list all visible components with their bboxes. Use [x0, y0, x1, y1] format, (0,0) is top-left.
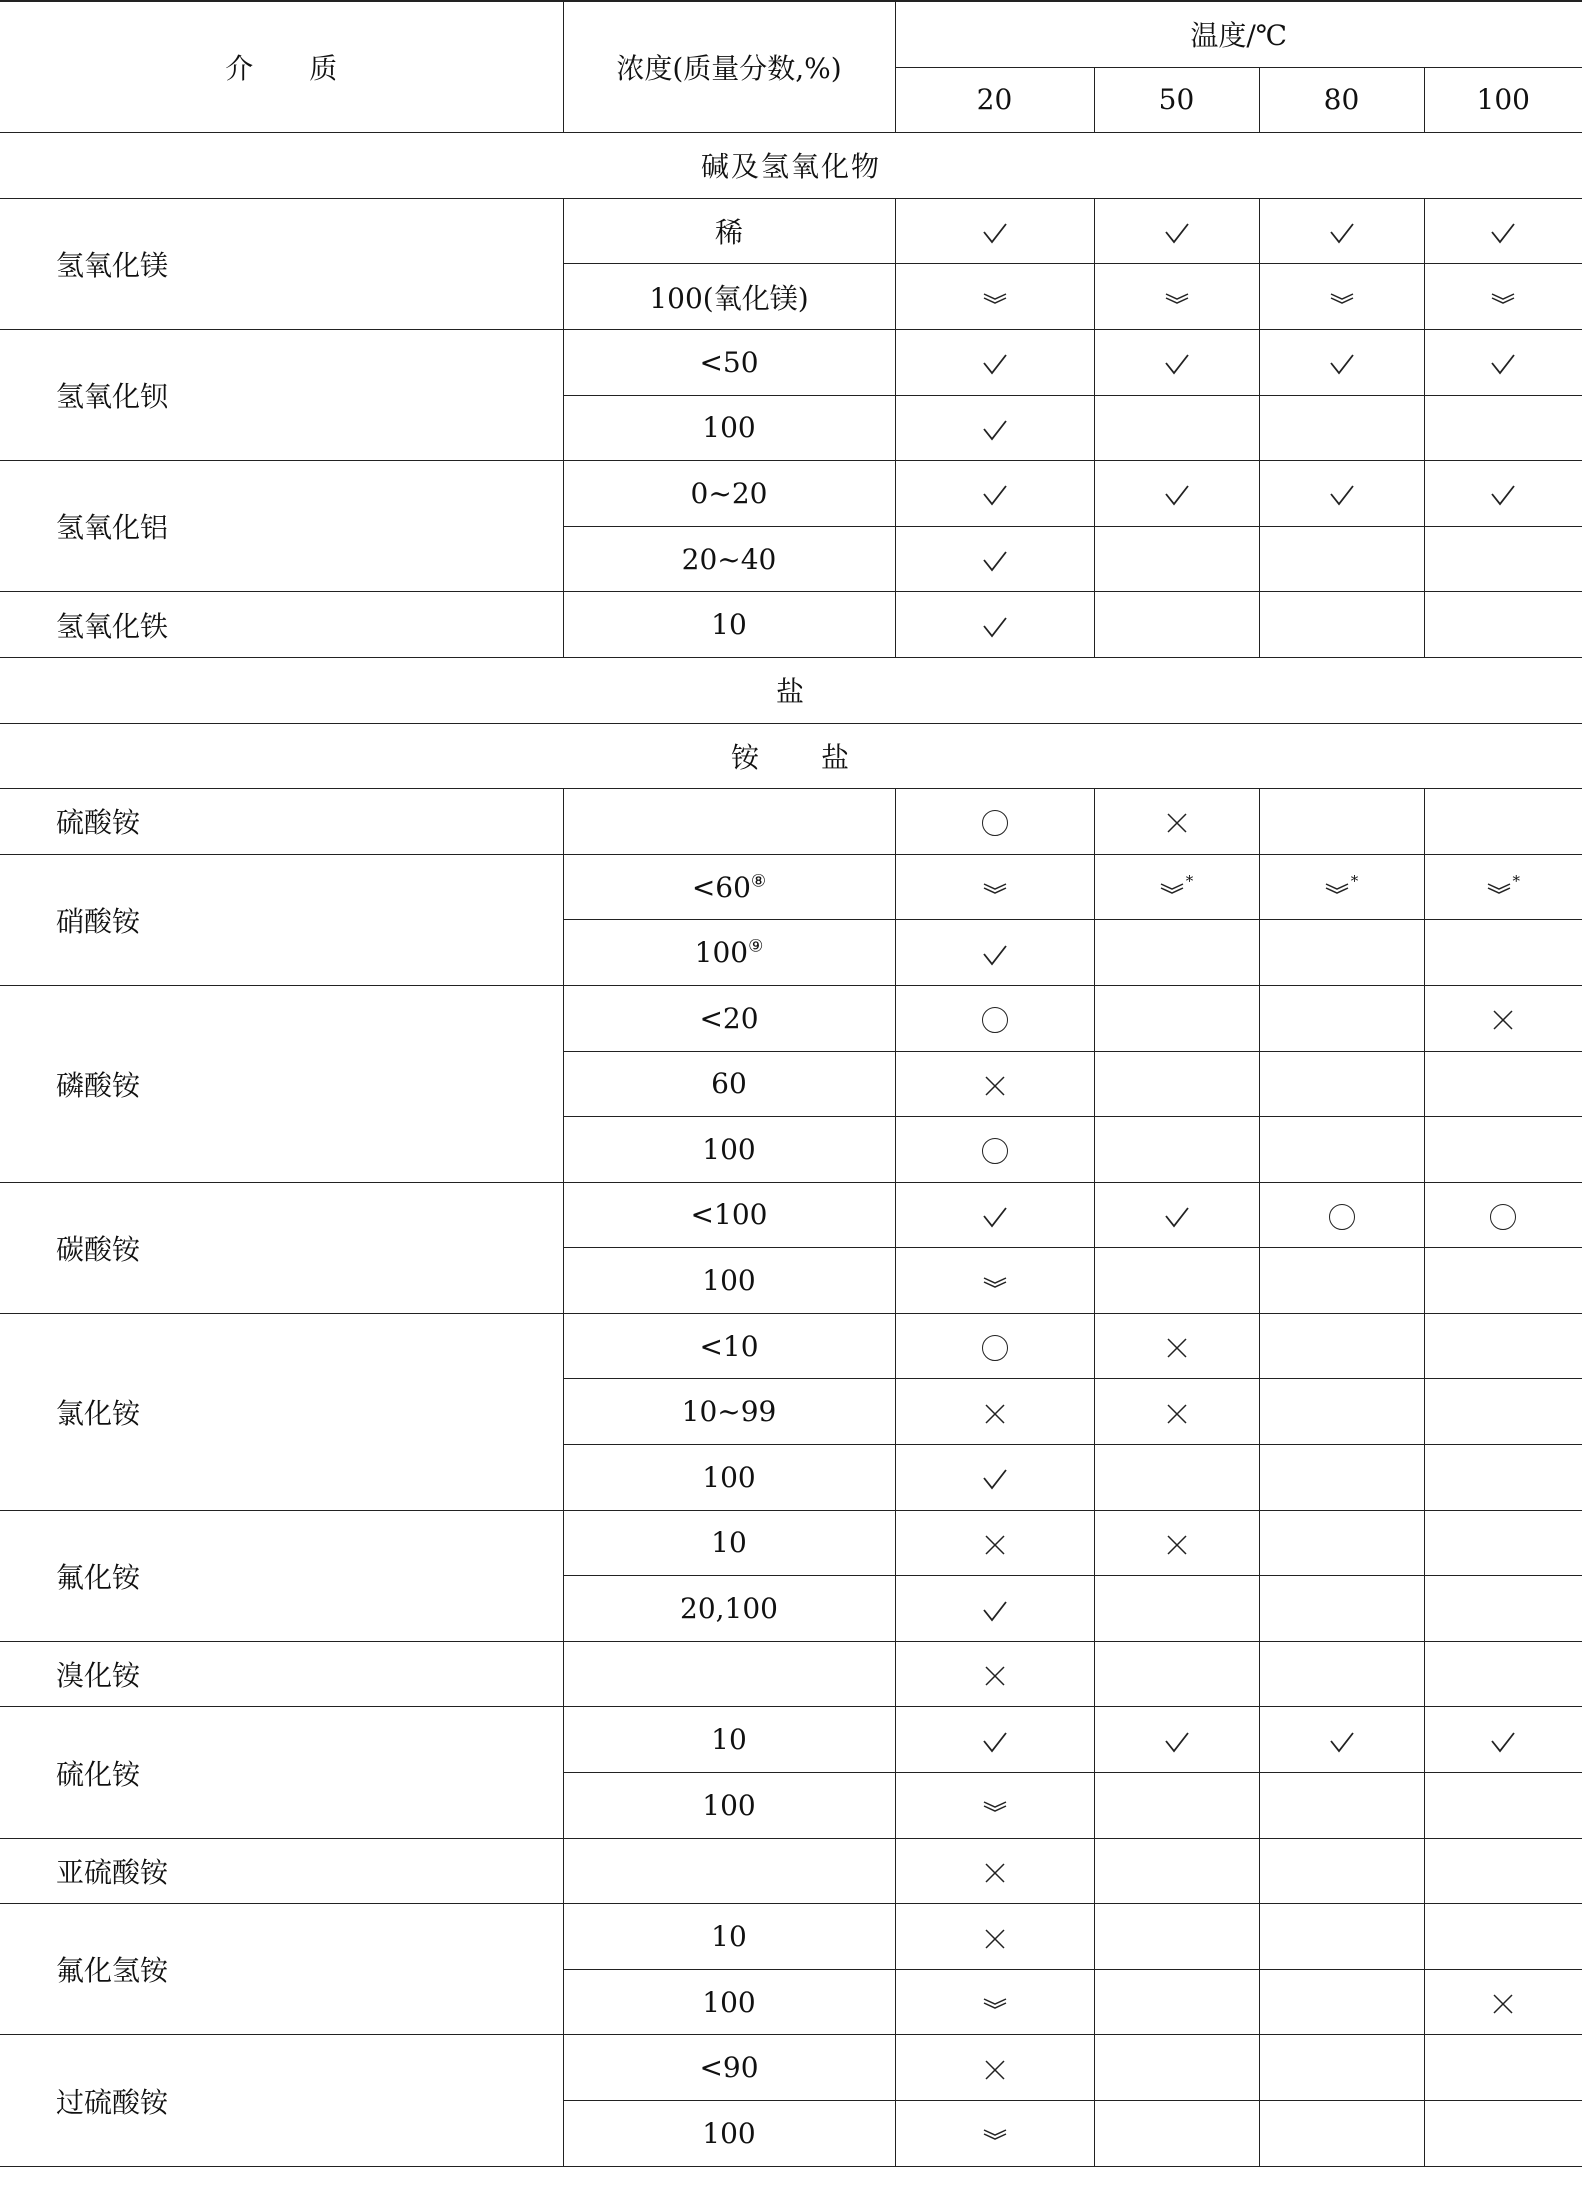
- double-chevron-icon: [1487, 883, 1511, 895]
- rating-cell: [1259, 2101, 1424, 2167]
- rating-cell: [1259, 1510, 1424, 1576]
- rating-cell: [1259, 985, 1424, 1051]
- concentration-value: <100: [690, 1198, 768, 1232]
- concentration-cell: [563, 1248, 895, 1314]
- concentration-cell: [563, 1182, 895, 1248]
- rating-cell: [1094, 920, 1259, 986]
- rating-cell: [895, 1182, 1094, 1248]
- concentration-cell: [563, 1576, 895, 1642]
- concentration-value: 稀: [714, 216, 743, 250]
- section-row: [0, 723, 1582, 789]
- rating-cell: [1094, 526, 1259, 592]
- cross-icon: [984, 1665, 1006, 1687]
- concentration-cell: [563, 1641, 895, 1707]
- rating-cell: [1094, 592, 1259, 658]
- cross-icon: [1166, 1403, 1188, 1425]
- rating-cell: [1094, 1969, 1259, 2035]
- rating-cell: [1424, 1969, 1582, 2035]
- rating-cell: [1094, 2101, 1259, 2167]
- rating-cell: [1094, 329, 1259, 395]
- double-chevron-icon: [1325, 883, 1349, 895]
- rating-cell: [1094, 1379, 1259, 1445]
- concentration-cell: [563, 1969, 895, 2035]
- rating-cell: [895, 1773, 1094, 1839]
- table-row: [0, 854, 1582, 920]
- rating-cell: [895, 1510, 1094, 1576]
- check-icon: [982, 418, 1008, 442]
- cross-icon: [984, 1403, 1006, 1425]
- rating-cell: [1424, 329, 1582, 395]
- circle-icon: [982, 810, 1008, 836]
- check-icon: [982, 483, 1008, 507]
- rating-cell: [1424, 1576, 1582, 1642]
- rating-cell: [1259, 920, 1424, 986]
- rating-cell: [1094, 1838, 1259, 1904]
- medium-name: 氯化铵: [0, 1313, 563, 1510]
- cross-icon: [1492, 1009, 1514, 1031]
- rating-cell: [1259, 592, 1424, 658]
- table-row: [0, 985, 1582, 1051]
- rating-cell: [895, 198, 1094, 264]
- rating-cell: [1094, 2035, 1259, 2101]
- double-chevron-icon: [1160, 883, 1184, 895]
- concentration-value: 10: [711, 1526, 747, 1560]
- check-icon: [982, 221, 1008, 245]
- check-icon: [982, 943, 1008, 967]
- table-row: [0, 2035, 1582, 2101]
- concentration-cell: [563, 1904, 895, 1970]
- rating-cell: [895, 1248, 1094, 1314]
- check-icon: [1329, 1730, 1355, 1754]
- cross-icon: [1166, 1337, 1188, 1359]
- rating-cell: [1094, 1641, 1259, 1707]
- rating-cell: [895, 1641, 1094, 1707]
- check-icon: [1329, 352, 1355, 376]
- double-chevron-icon: [983, 1998, 1007, 2010]
- cross-icon: [984, 1075, 1006, 1097]
- concentration-cell: [563, 1051, 895, 1117]
- check-icon: [1490, 352, 1516, 376]
- table-row: [0, 1707, 1582, 1773]
- rating-cell: [1259, 1641, 1424, 1707]
- rating-cell: [1259, 1904, 1424, 1970]
- concentration-value: <50: [699, 345, 759, 379]
- rating-cell: [1259, 461, 1424, 527]
- concentration-cell: [563, 1445, 895, 1511]
- check-icon: [982, 1467, 1008, 1491]
- section-row: [0, 657, 1582, 723]
- header-temp-80: 80: [1259, 67, 1424, 133]
- rating-cell: [1424, 1182, 1582, 1248]
- rating-cell: [1094, 854, 1259, 920]
- concentration-value: 100: [702, 2116, 756, 2150]
- concentration-value: 60: [711, 1067, 747, 1101]
- medium-name: 磷酸铵: [0, 985, 563, 1182]
- cross-icon: [1166, 1534, 1188, 1556]
- rating-cell: [1424, 1773, 1582, 1839]
- table-row: [0, 1182, 1582, 1248]
- rating-cell: [1094, 1313, 1259, 1379]
- rating-cell: [895, 1117, 1094, 1183]
- double-chevron-icon: [983, 1801, 1007, 1813]
- medium-name: 碳酸铵: [0, 1182, 563, 1313]
- rating-cell: [1424, 920, 1582, 986]
- medium-name: 氟化氢铵: [0, 1904, 563, 2035]
- check-icon: [1490, 483, 1516, 507]
- rating-cell: [895, 854, 1094, 920]
- check-icon: [982, 352, 1008, 376]
- double-chevron-icon: [1165, 293, 1189, 305]
- rating-cell: [1259, 1576, 1424, 1642]
- check-icon: [1329, 221, 1355, 245]
- rating-cell: [895, 1838, 1094, 1904]
- circle-icon: [1329, 1204, 1355, 1230]
- rating-cell: [1424, 198, 1582, 264]
- cross-icon: [984, 1862, 1006, 1884]
- rating-cell: [1259, 1838, 1424, 1904]
- rating-cell: [1259, 1117, 1424, 1183]
- table-row: [0, 461, 1582, 527]
- rating-cell: [895, 1445, 1094, 1511]
- asterisk-mark: *: [1350, 872, 1359, 891]
- check-icon: [982, 615, 1008, 639]
- check-icon: [1329, 483, 1355, 507]
- circle-icon: [1490, 1204, 1516, 1230]
- concentration-cell: [563, 920, 895, 986]
- circle-icon: [982, 1007, 1008, 1033]
- rating-cell: [1424, 2035, 1582, 2101]
- concentration-value: 20~40: [681, 542, 777, 576]
- rating-cell: [1094, 461, 1259, 527]
- rating-cell: [1424, 1117, 1582, 1183]
- concentration-value: <90: [699, 2051, 759, 2085]
- double-chevron-icon: [983, 1277, 1007, 1289]
- rating-cell: [1424, 1379, 1582, 1445]
- rating-cell: [1259, 198, 1424, 264]
- concentration-cell: [563, 1707, 895, 1773]
- section-title: 盐: [0, 657, 1582, 723]
- header-temp-20: 20: [895, 67, 1094, 133]
- concentration-value: 100(氧化镁): [649, 281, 809, 315]
- concentration-value: 100: [702, 1460, 756, 1494]
- table-row: [0, 1510, 1582, 1576]
- concentration-value: <20: [699, 1001, 759, 1035]
- circle-icon: [982, 1138, 1008, 1164]
- concentration-value: <10: [699, 1329, 759, 1363]
- asterisk-mark: *: [1512, 872, 1520, 891]
- rating-cell: [895, 1707, 1094, 1773]
- rating-cell: [1094, 1510, 1259, 1576]
- check-icon: [982, 549, 1008, 573]
- rating-cell: [1424, 592, 1582, 658]
- table-row: [0, 1838, 1582, 1904]
- rating-cell: [1259, 526, 1424, 592]
- rating-cell: [1094, 985, 1259, 1051]
- concentration-cell: [563, 2035, 895, 2101]
- double-chevron-icon: [1330, 293, 1354, 305]
- rating-cell: [1259, 1379, 1424, 1445]
- concentration-cell: [563, 1510, 895, 1576]
- rating-cell: [1259, 789, 1424, 855]
- table-row: [0, 198, 1582, 264]
- rating-cell: [1094, 1576, 1259, 1642]
- rating-cell: [895, 329, 1094, 395]
- table-row: [0, 789, 1582, 855]
- rating-cell: [1094, 1248, 1259, 1314]
- rating-cell: [895, 526, 1094, 592]
- check-icon: [1164, 1730, 1190, 1754]
- cross-icon: [984, 1928, 1006, 1950]
- concentration-cell: [563, 1379, 895, 1445]
- rating-cell: [1094, 1904, 1259, 1970]
- rating-cell: [895, 789, 1094, 855]
- rating-cell: [1424, 1904, 1582, 1970]
- check-icon: [1164, 221, 1190, 245]
- concentration-value: 0~20: [690, 476, 768, 510]
- concentration-value: 100: [702, 1132, 756, 1166]
- footnote-mark: ⑧: [750, 871, 767, 892]
- concentration-value: 100: [702, 411, 756, 445]
- rating-cell: [895, 2035, 1094, 2101]
- concentration-cell: [563, 985, 895, 1051]
- concentration-cell: [563, 198, 895, 264]
- rating-cell: [1259, 1445, 1424, 1511]
- rating-cell: [1094, 1182, 1259, 1248]
- concentration-cell: [563, 592, 895, 658]
- header-temperature: 温度/℃: [895, 1, 1582, 67]
- table-row: [0, 1904, 1582, 1970]
- header-concentration: 浓度(质量分数,%): [563, 1, 895, 133]
- rating-cell: [1424, 854, 1582, 920]
- rating-cell: [1424, 1707, 1582, 1773]
- header-temp-50: 50: [1094, 67, 1259, 133]
- concentration-cell: [563, 1838, 895, 1904]
- rating-cell: [1424, 526, 1582, 592]
- rating-cell: [1424, 1641, 1582, 1707]
- medium-name: 氢氧化钡: [0, 329, 563, 460]
- double-chevron-icon: [983, 883, 1007, 895]
- rating-cell: [1424, 1051, 1582, 1117]
- rating-cell: [1259, 1313, 1424, 1379]
- rating-cell: [895, 1051, 1094, 1117]
- concentration-value: 10~99: [681, 1395, 777, 1429]
- rating-cell: [1259, 1051, 1424, 1117]
- rating-cell: [1424, 264, 1582, 330]
- asterisk-mark: *: [1185, 872, 1194, 891]
- rating-cell: [1424, 1838, 1582, 1904]
- cross-icon: [1492, 1993, 1514, 2015]
- rating-cell: [895, 1576, 1094, 1642]
- rating-cell: [895, 1313, 1094, 1379]
- rating-cell: [895, 395, 1094, 461]
- concentration-cell: [563, 2101, 895, 2167]
- table-row: [0, 1313, 1582, 1379]
- section-title: 碱及氢氧化物: [0, 133, 1582, 199]
- header-temp-100: 100: [1424, 67, 1582, 133]
- section-title: 铵 盐: [0, 723, 1582, 789]
- concentration-cell: [563, 854, 895, 920]
- rating-cell: [1259, 1182, 1424, 1248]
- concentration-cell: [563, 1313, 895, 1379]
- concentration-cell: [563, 264, 895, 330]
- cross-icon: [1166, 812, 1188, 834]
- rating-cell: [1094, 395, 1259, 461]
- rating-cell: [1094, 1117, 1259, 1183]
- rating-cell: [1424, 395, 1582, 461]
- concentration-value: 10: [711, 1723, 747, 1757]
- table-row: [0, 329, 1582, 395]
- check-icon: [982, 1205, 1008, 1229]
- rating-cell: [1424, 789, 1582, 855]
- section-row: [0, 133, 1582, 199]
- medium-name: 硫酸铵: [0, 789, 563, 855]
- concentration-value: 100: [702, 1788, 756, 1822]
- concentration-value: 100: [694, 936, 749, 970]
- rating-cell: [1424, 985, 1582, 1051]
- circle-icon: [982, 1335, 1008, 1361]
- rating-cell: [1259, 264, 1424, 330]
- concentration-value: 100: [702, 1264, 756, 1298]
- medium-name: 过硫酸铵: [0, 2035, 563, 2166]
- rating-cell: [1259, 1773, 1424, 1839]
- rating-cell: [1094, 789, 1259, 855]
- rating-cell: [1424, 1445, 1582, 1511]
- double-chevron-icon: [983, 293, 1007, 305]
- rating-cell: [1259, 2035, 1424, 2101]
- rating-cell: [895, 1379, 1094, 1445]
- concentration-value: 10: [711, 1920, 747, 1954]
- concentration-cell: [563, 395, 895, 461]
- rating-cell: [895, 592, 1094, 658]
- table-row: [0, 1641, 1582, 1707]
- rating-cell: [1094, 264, 1259, 330]
- check-icon: [1490, 221, 1516, 245]
- cross-icon: [984, 1534, 1006, 1556]
- concentration-cell: [563, 1117, 895, 1183]
- concentration-cell: [563, 1773, 895, 1839]
- rating-cell: [895, 2101, 1094, 2167]
- medium-name: 亚硫酸铵: [0, 1838, 563, 1904]
- check-icon: [1490, 1730, 1516, 1754]
- rating-cell: [1424, 461, 1582, 527]
- check-icon: [1164, 352, 1190, 376]
- concentration-cell: [563, 526, 895, 592]
- rating-cell: [1259, 395, 1424, 461]
- rating-cell: [1424, 1313, 1582, 1379]
- rating-cell: [1424, 2101, 1582, 2167]
- header-row: [0, 1, 1582, 67]
- medium-name: 氢氧化铁: [0, 592, 563, 658]
- medium-name: 氟化铵: [0, 1510, 563, 1641]
- double-chevron-icon: [1491, 293, 1515, 305]
- double-chevron-icon: [983, 2129, 1007, 2141]
- rating-cell: [895, 1969, 1094, 2035]
- concentration-value: 10: [711, 608, 747, 642]
- cross-icon: [984, 2059, 1006, 2081]
- concentration-value: 20,100: [680, 1592, 778, 1626]
- header-medium: 介 质: [0, 1, 563, 133]
- medium-name: 硝酸铵: [0, 854, 563, 985]
- rating-cell: [1094, 1445, 1259, 1511]
- rating-cell: [1259, 1707, 1424, 1773]
- medium-name: 硫化铵: [0, 1707, 563, 1838]
- rating-cell: [1259, 1969, 1424, 2035]
- concentration-value: <60: [691, 870, 751, 904]
- check-icon: [982, 1730, 1008, 1754]
- rating-cell: [1094, 198, 1259, 264]
- rating-cell: [895, 1904, 1094, 1970]
- check-icon: [1164, 1205, 1190, 1229]
- concentration-cell: [563, 461, 895, 527]
- rating-cell: [1424, 1510, 1582, 1576]
- concentration-cell: [563, 789, 895, 855]
- rating-cell: [895, 461, 1094, 527]
- rating-cell: [1094, 1773, 1259, 1839]
- concentration-value: 100: [702, 1985, 756, 2019]
- rating-cell: [1094, 1707, 1259, 1773]
- footnote-mark: ⑨: [748, 936, 764, 957]
- medium-name: 氢氧化镁: [0, 198, 563, 329]
- rating-cell: [1259, 1248, 1424, 1314]
- concentration-cell: [563, 329, 895, 395]
- rating-cell: [1259, 854, 1424, 920]
- rating-cell: [895, 264, 1094, 330]
- table-body: [0, 1, 1582, 2166]
- medium-name: 氢氧化铝: [0, 461, 563, 592]
- check-icon: [982, 1599, 1008, 1623]
- rating-cell: [895, 985, 1094, 1051]
- table-row: [0, 592, 1582, 658]
- rating-cell: [1094, 1051, 1259, 1117]
- medium-name: 溴化铵: [0, 1641, 563, 1707]
- check-icon: [1164, 483, 1190, 507]
- rating-cell: [1424, 1248, 1582, 1314]
- rating-cell: [1259, 329, 1424, 395]
- rating-cell: [895, 920, 1094, 986]
